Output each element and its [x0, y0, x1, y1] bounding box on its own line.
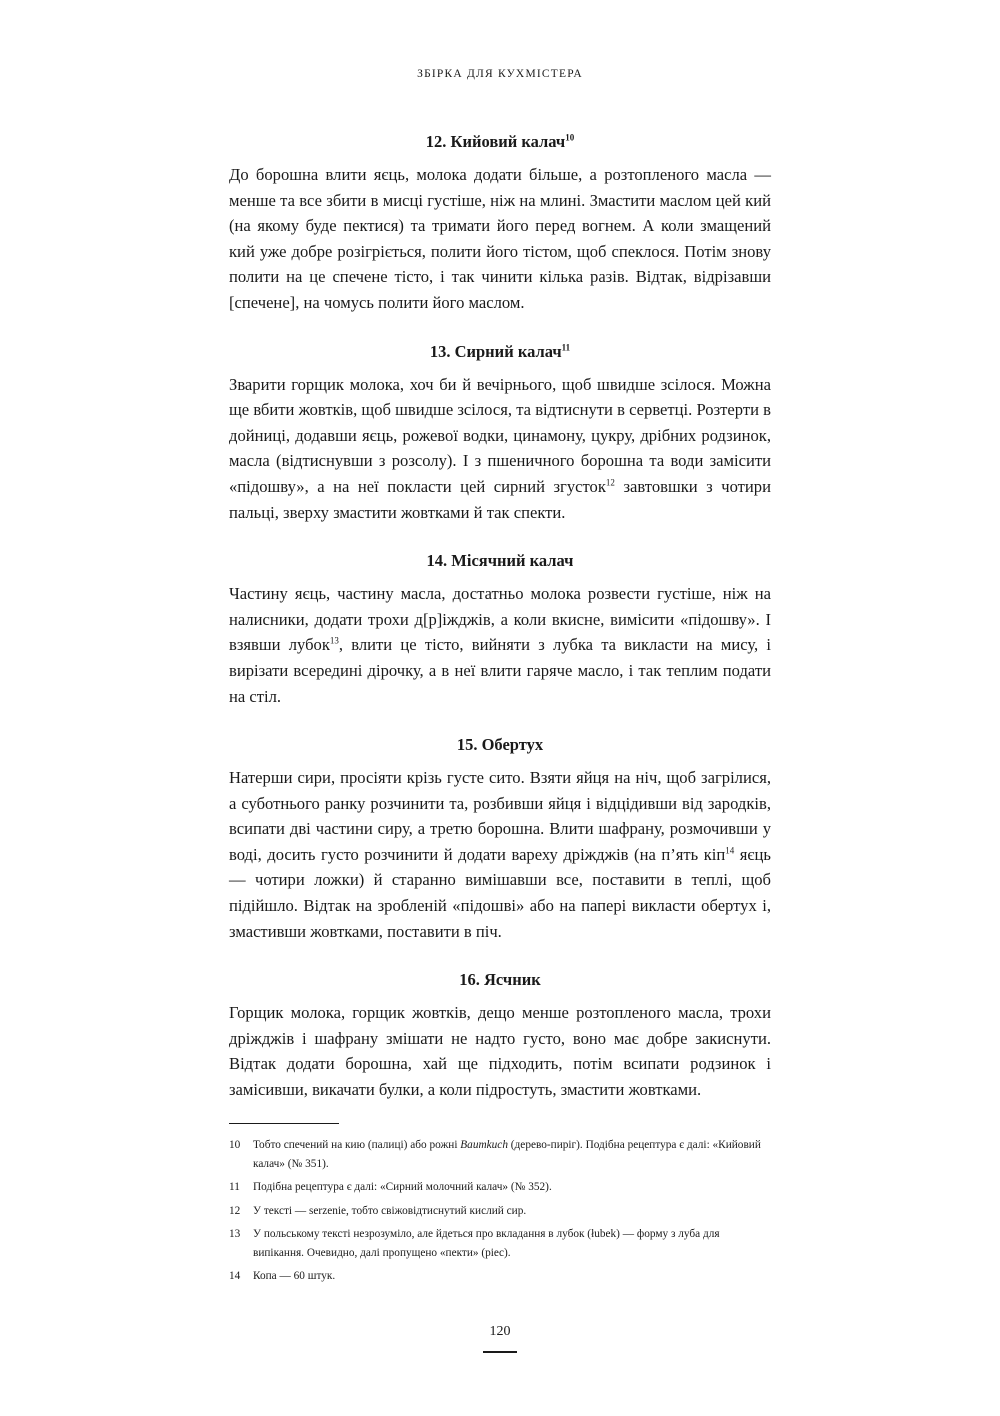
- recipe-text: До борошна влити яєць, молока додати більше, а розтопленого масла — менше та все збити в мисці густіше, ніж на млині. Змастити маслом цей кий (на якому буде пектися) та тримати його перед вогнем. А коли змащений кий уже добре розігріється, полити його тістом, щоб спеклося. Потім знову полити на це спечене тісто, і так чинити кілька разів. Відтак, відрізавши [спечене], на чомусь полити його маслом.: [229, 165, 771, 312]
- recipe-text: Зварити горщик молока, хоч би й вечірнього, щоб швидше зсілося. Можна ще вбити жовтків, щоб швидше зсілося, та відтиснути в серветці. Розтерти в дойниці, додавши яєць, рожевої водки, цинамону, цукру, дрібних родзинок, масла (відтиснувши з розсолу). І з пшеничного борошна та води замісити «підошву», а на неї покласти цей сирний згусток$^{12}$ завтовшки з чотири пальці, зверху змастити жовтками й так спекти.: [229, 374, 771, 522]
- recipe-15: [229, 733, 771, 944]
- footnote-11: [229, 1178, 771, 1197]
- footnote-10: [229, 1136, 771, 1173]
- footnote-divider: [229, 1123, 339, 1124]
- footnote-ref[interactable]: 14: [725, 845, 735, 856]
- recipe-14: [229, 549, 771, 709]
- recipe-12: [229, 130, 771, 316]
- recipe-title: 16. Ясчник: [459, 970, 541, 990]
- footnote-text: Тобто спечений на кию (палиці) або рожні Baumkuch (дерево-пиріг). Подібна рецептура є далі: «Кийовий калач» (№ 351).: [253, 1139, 761, 1170]
- recipe-title: 13. Сирний калач$^{11}$: [429, 341, 571, 361]
- footnotes: [229, 1136, 771, 1291]
- recipe-16: [229, 968, 771, 1102]
- recipe-text: Горщик молока, горщик жовтків, дещо менше розтопленого масла, трохи дріжджів і шафрану змішати не надто густо, воно має добре закиснути. Відтак додати борошна, хай ще підходить, потім всипати родзинок і замісивши, викачати булки, а коли підростуть, змастити жовтками.: [229, 1003, 771, 1100]
- footnote-number: 11: [229, 1181, 240, 1193]
- footnote-ref[interactable]: 13: [329, 635, 339, 646]
- page-body: [229, 130, 771, 1127]
- footnote-ref[interactable]: 11: [561, 342, 571, 353]
- footnote-number: 13: [229, 1228, 241, 1240]
- footnote-number: 10: [229, 1139, 241, 1151]
- footnote-number: 12: [229, 1204, 241, 1217]
- footnote-text: У тексті — serzenie, тобто свіжовідтиснутий кислий сир.: [253, 1204, 527, 1217]
- page-number-rule: [483, 1351, 517, 1353]
- recipe-title: 15. Обертух: [456, 735, 544, 755]
- footnote-text: У польському тексті незрозуміло, але йдеться про вкладання в лубок (łubek) — форму з луба для випікання. Очевидно, далі пропущено «пекти» (piec).: [253, 1228, 720, 1259]
- footnote-number: 14: [229, 1270, 241, 1282]
- footnote-13: [229, 1225, 771, 1262]
- footnote-text: Подібна рецептура є далі: «Сирний молочний калач» (№ 352).: [253, 1181, 552, 1193]
- running-head: ЗБІРКА ДЛЯ КУХМІСТЕРА: [417, 68, 583, 80]
- footnote-ref[interactable]: 10: [565, 132, 575, 143]
- footnote-14: [229, 1267, 771, 1286]
- page-number: 120: [489, 1324, 511, 1339]
- recipe-title: 12. Кийовий калач$^{10}$: [425, 132, 575, 151]
- recipe-text: Частину яєць, частину масла, достатньо молока розвести густіше, ніж на налисники, додати трохи д[р]іжджів, а коли вкисне, вимісити «підошву». І взявши лубок$^{13}$, влити це тісто, вийняти з лубка та викласти на мису, і вирізати всередині дірочку, а в неї влити гаряче масло, і так теплим подати на стіл.: [229, 584, 771, 706]
- footnote-12: [229, 1202, 771, 1221]
- footnote-text: Копа — 60 штук.: [253, 1270, 336, 1282]
- recipe-title: 14. Місячний калач: [426, 551, 574, 571]
- recipe-text: Натерши сири, просіяти крізь густе сито. Взяти яйця на ніч, щоб загрілися, а суботнього ранку розчинити та, розбивши яйця і відцідивши від зародків, всипати дві частини сиру, а третю борошна. Влити шафрану, розмочивши у воді, досить густо розчинити й додати вареху дріжджів (на п’ять кіп$^{14}$ яєць — чотири ложки) й старанно вимішавши все, поставити в теплі, щоб підійшло. Відтак на зробленій «підошві» або на папері викласти обертух і, змастивши жовтками, поставити в піч.: [229, 768, 771, 941]
- recipe-13: [229, 340, 771, 526]
- footnote-ref[interactable]: 12: [605, 477, 615, 488]
